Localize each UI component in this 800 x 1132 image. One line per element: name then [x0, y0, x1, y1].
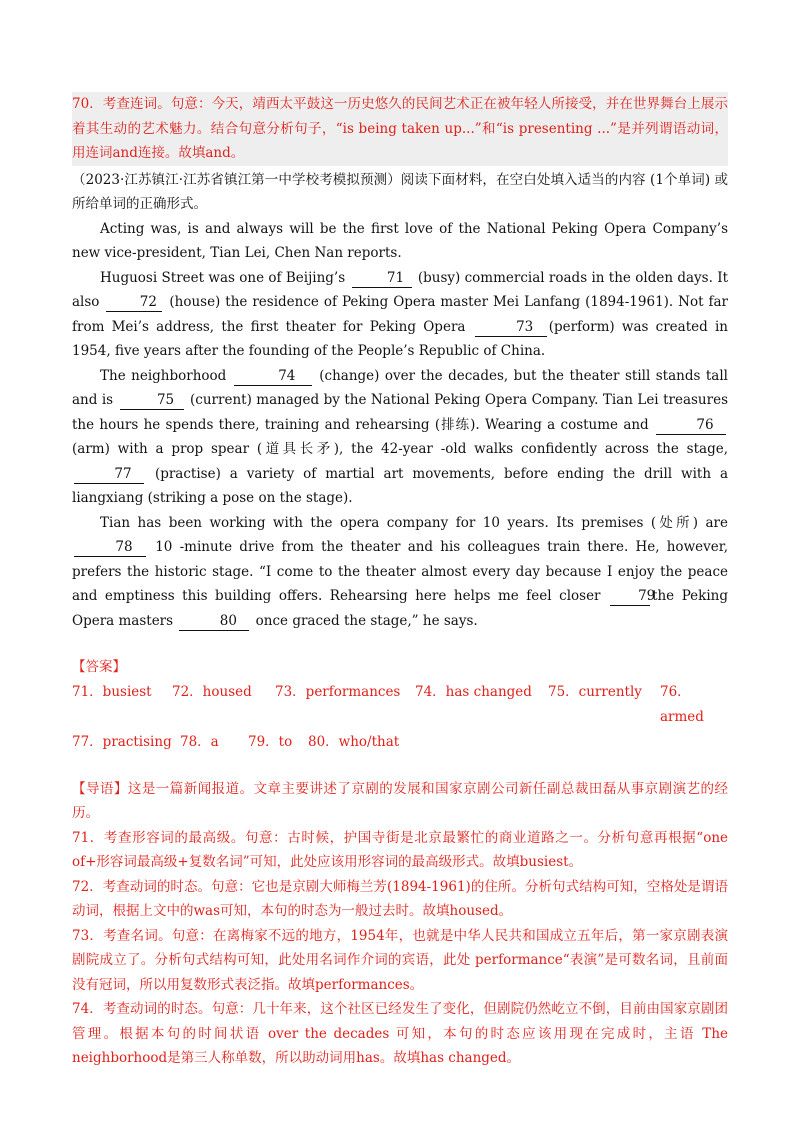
answer-heading: 【答案】 — [72, 659, 126, 675]
explanation-74: 74．考查动词的时态。句意：几十年来，这个社区已经发生了变化，但剧院仍然屹立不倒，目前由国家京剧团管理。根据本句的时间状语 over the decades 可知，本句的时态应该用现在完成时，主语 The neighborhood是第三人称单数，所以助动词用has。故填has changed。 — [72, 1001, 728, 1066]
source-line: （2023·江苏镇江·江苏省镇江第一中学校考模拟预测）阅读下面材料，在空白处填入适当的内容 (1个单词) 或所给单词的正确形式。 — [72, 171, 728, 212]
blank-72[interactable]: 72 — [106, 293, 162, 312]
blank-79[interactable]: 79 — [610, 587, 650, 606]
blank-80[interactable]: 80 — [179, 612, 249, 631]
answer-76: 76．armed — [660, 683, 704, 725]
explanation-72: 72．考查动词的时态。句意：它也是京剧大师梅兰芳(1894-1961)的住所。分析句式结构可知，空格处是谓语动词，根据上文中的was可知，本句的时态为一般过去时。故填housed。 — [72, 878, 728, 919]
blank-77[interactable]: 77 — [74, 465, 144, 484]
answer-75: 75．currently — [548, 683, 642, 700]
passage-paragraph-3: The neighborhood 74 (change) over the decades, but the theater still stands tall and is 75 (current) managed by the National Peking Opera Company. Tian Lei treasures the hours he spends there, training and rehearsing (排练). Wearing a costume and 76 (arm) with a prop spear (道具长矛), the 42-year -old walks confidently across the stage, 77 (practise) a variety of martial art movements, before ending the drill with a liangxiang (striking a pose on the stage). — [72, 367, 728, 506]
explanation-73: 73．考查名词。句意：在离梅家不远的地方，1954年，也就是中华人民共和国成立五年后，第一家京剧表演剧院成立了。分析句式结构可知，此处用名词作介词的宾语，此处 performance“表演”是可数名词，且前面没有冠词，所以用复数形式表泛指。故填performances。 — [72, 927, 728, 993]
answer-80: 80．who/that — [308, 733, 400, 750]
passage-paragraph-4: Tian has been working with the opera company for 10 years. Its premises (处所) are 78 10 -minute drive from the theater and his colleagues train there. He, however, prefers the historic stage. “I come to the theater almost every day because I enjoy the peace and emptiness this building offers. Rehearsing here helps me feel closer 79the Peking Opera masters 80 once graced the stage,” he says. — [72, 514, 729, 629]
q70-explanation: 70．考查连词。句意：今天，靖西太平鼓这一历史悠久的民间艺术正在被年轻人所接受，并在世界舞台上展示着其生动的艺术魅力。结合句意分析句子，“is being taken up...”和“is presenting ...”是并列谓语动词，用连词and连接。故填and。 — [72, 96, 728, 161]
document-page — [72, 92, 728, 1071]
blank-78[interactable]: 78 — [74, 538, 146, 557]
answer-74: 74．has changed — [415, 683, 532, 700]
passage-paragraph-2: Huguosi Street was one of Beijing’s 71 (busy) commercial roads in the olden days. It also 72 (house) the residence of Peking Opera master Mei Lanfang (1894-1961). Not far from Mei’s address, the first theater for Peking Opera 73 (perform) was created in 1954, five years after the founding of the People’s Republic of China. — [72, 269, 728, 359]
answer-77: 77．practising — [72, 733, 172, 750]
blank-75[interactable]: 75 — [120, 391, 184, 410]
explanation-71: 71．考查形容词的最高级。句意：古时候，护国寺街是北京最繁忙的商业道路之一。分析句意再根据“one of+形容词最高级+复数名词”可知，此处应该用形容词的最高级形式。故填busiest。 — [72, 829, 728, 870]
answer-79: 79．to — [248, 733, 293, 750]
blank-74[interactable]: 74 — [234, 367, 312, 386]
answer-73: 73．performances — [275, 683, 401, 700]
answers-row-1 — [72, 680, 728, 730]
answer-71: 71．busiest — [72, 683, 152, 700]
passage-paragraph-1: Acting was, is and always will be the first love of the National Peking Opera Company’s new vice-president, Tian Lei, Chen Nan reports. — [72, 220, 728, 261]
answer-78: 78．a — [180, 733, 219, 750]
answer-72: 72．housed — [172, 683, 252, 700]
blank-73[interactable]: 73 — [475, 318, 547, 337]
blank-76[interactable]: 76 — [656, 416, 726, 435]
q70-explanation-block — [72, 92, 728, 166]
blank-71[interactable]: 71 — [352, 269, 412, 288]
guide-text: 【导语】这是一篇新闻报道。文章主要讲述了京剧的发展和国家京剧公司新任副总裁田磊从事京剧演艺的经历。 — [72, 780, 728, 821]
answers-row-2 — [72, 730, 728, 755]
